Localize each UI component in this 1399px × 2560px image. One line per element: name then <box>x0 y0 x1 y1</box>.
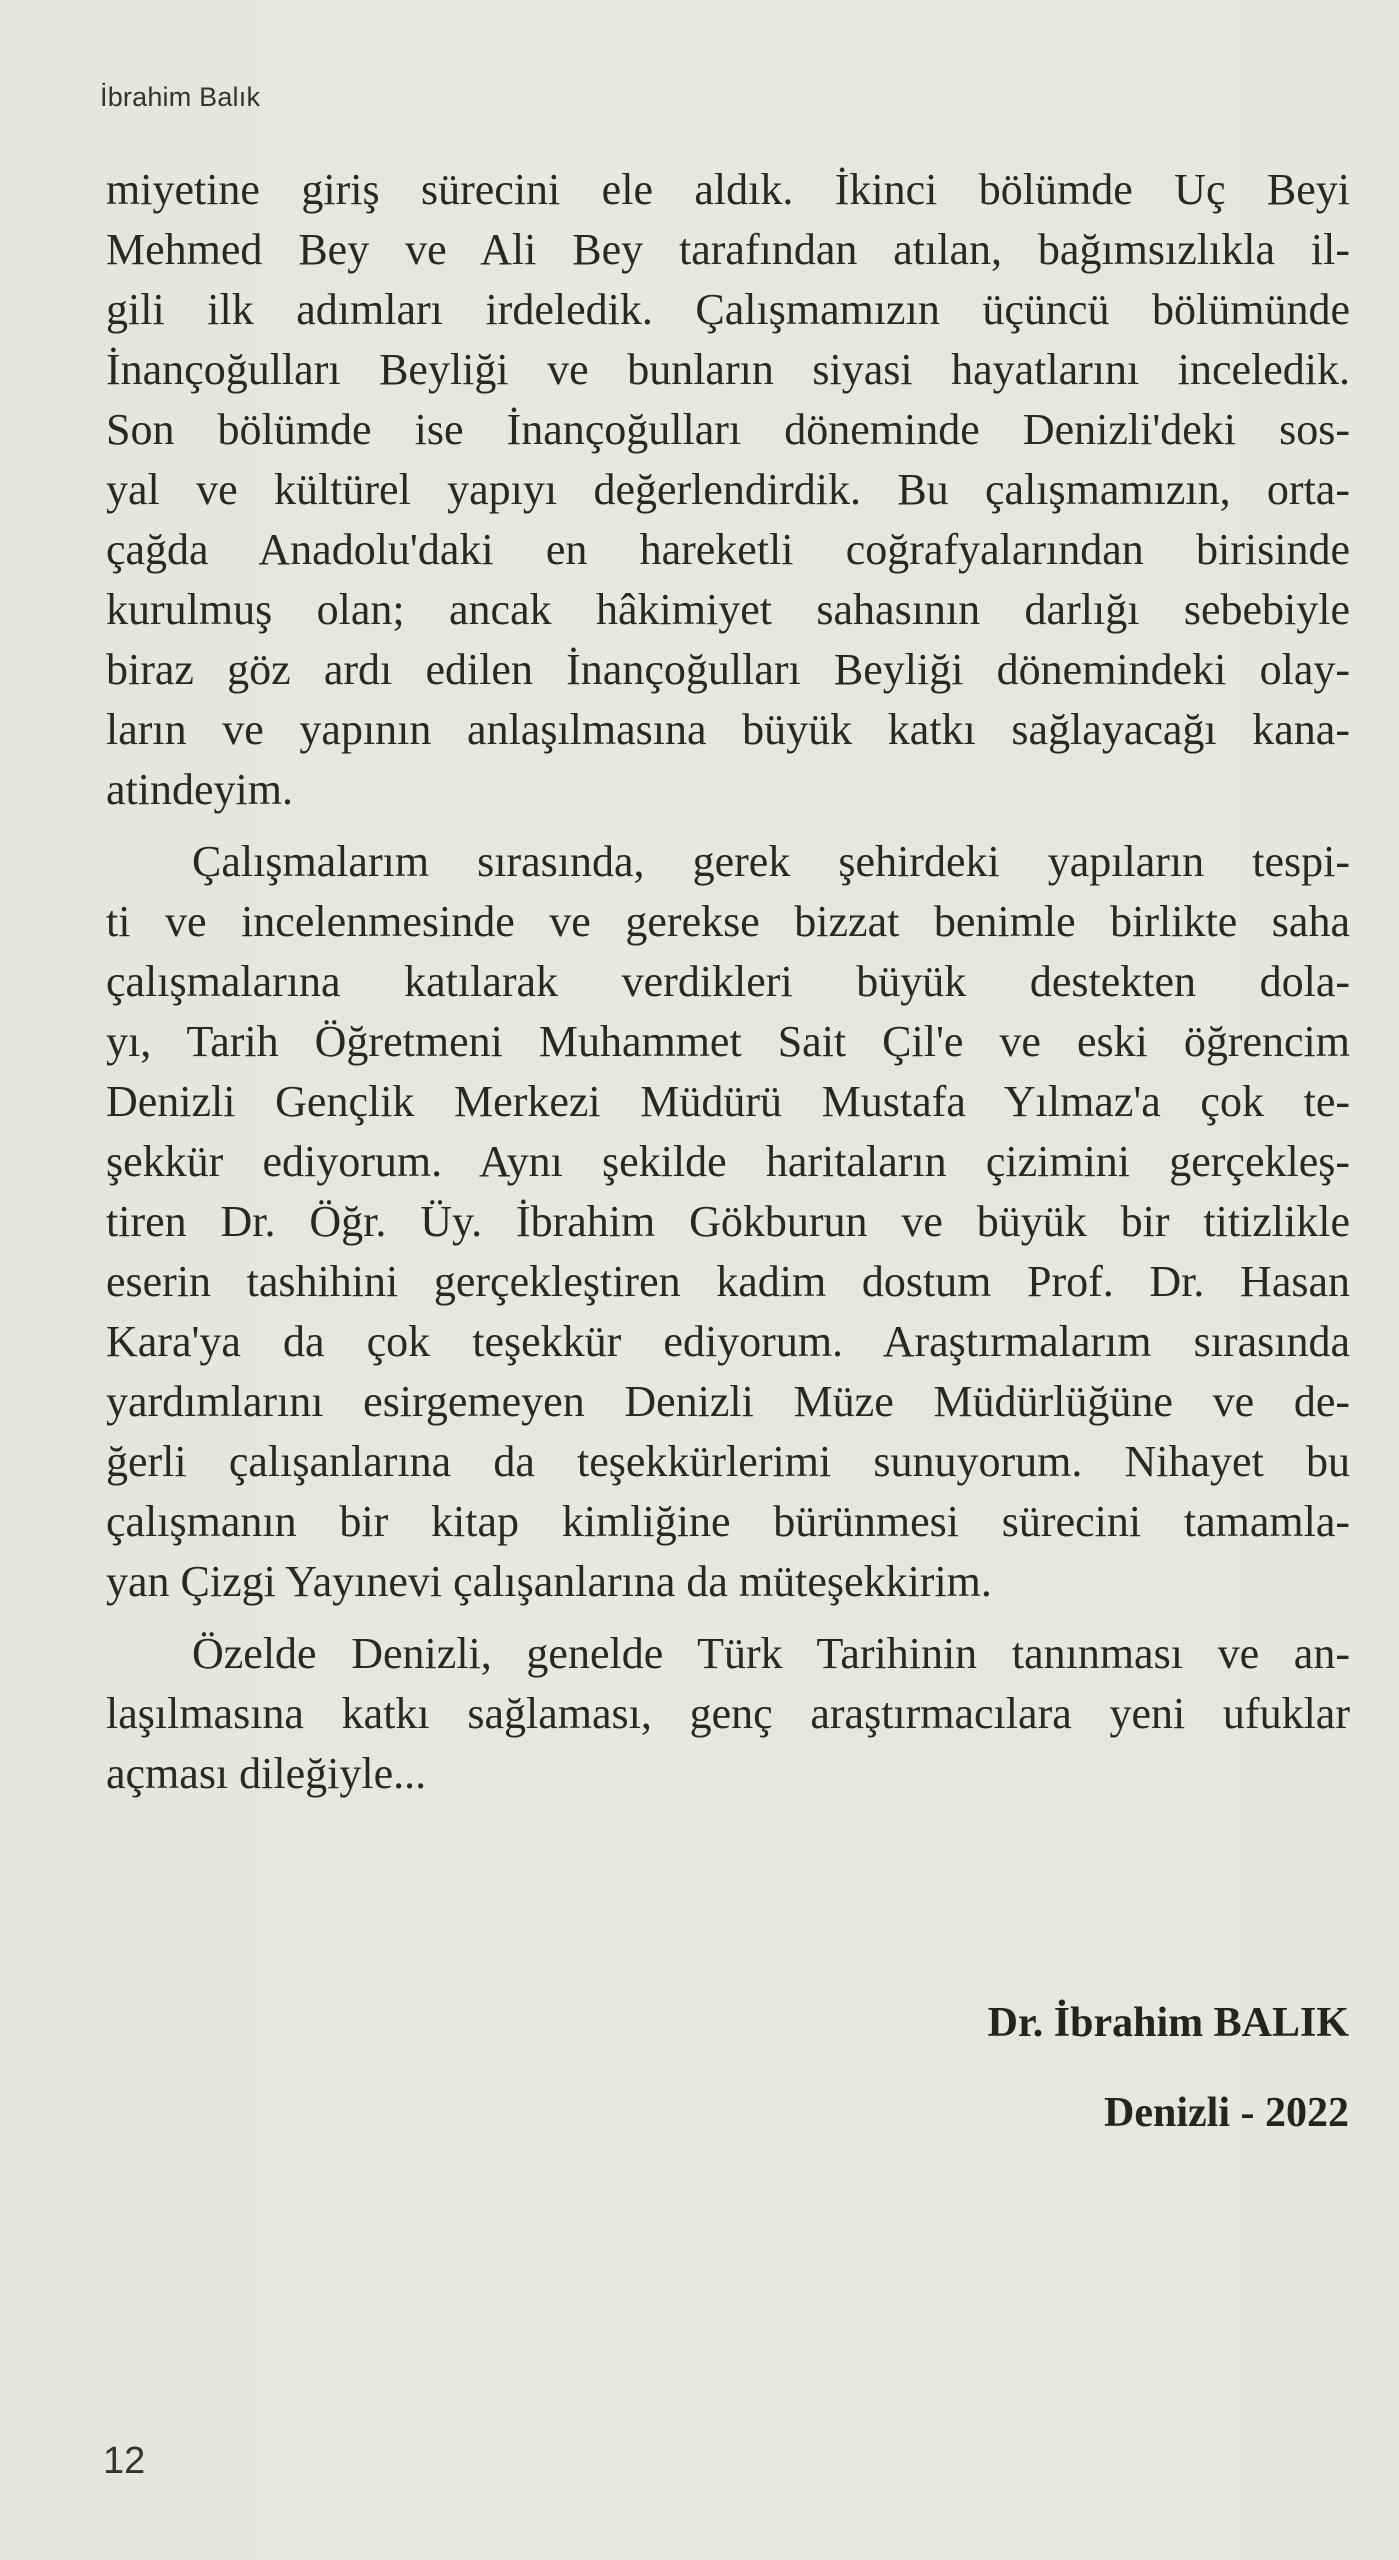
text-line: Çalışmalarım sırasında, gerek şehirdeki yapıların tespi- <box>192 837 1350 886</box>
text-line: gili ilk adımları irdeledik. Çalışmamızın üçüncü bölümünde <box>106 285 1350 334</box>
text-line: çağda Anadolu'daki en hareketli coğrafyalarından birisinde <box>106 525 1350 574</box>
text-line: yı, Tarih Öğretmeni Muhammet Sait Çil'e ve eski öğrencim <box>106 1017 1350 1066</box>
text-line: Mehmed Bey ve Ali Bey tarafından atılan, bağımsızlıkla il- <box>106 225 1350 274</box>
paragraph <box>106 160 1350 820</box>
text-line: atindeyim. <box>106 765 293 814</box>
body-text <box>106 160 1350 1804</box>
text-line: Özelde Denizli, genelde Türk Tarihinin tanınması ve an- <box>192 1629 1350 1678</box>
text-line: açması dileğiyle... <box>106 1749 427 1798</box>
text-line: eserin tashihini gerçekleştiren kadim dostum Prof. Dr. Hasan <box>106 1257 1350 1306</box>
signature-block <box>988 1978 1349 2158</box>
text-line: ların ve yapının anlaşılmasına büyük katkı sağlayacağı kana- <box>106 705 1350 754</box>
text-line: miyetine giriş sürecini ele aldık. İkinci bölümde Uç Beyi <box>106 165 1350 214</box>
text-line: Denizli Gençlik Merkezi Müdürü Mustafa Yılmaz'a çok te- <box>106 1077 1350 1126</box>
text-line: laşılmasına katkı sağlaması, genç araştırmacılara yeni ufuklar <box>106 1689 1350 1738</box>
text-line: yal ve kültürel yapıyı değerlendirdik. Bu çalışmamızın, orta- <box>106 465 1350 514</box>
text-line: ğerli çalışanlarına da teşekkürlerimi sunuyorum. Nihayet bu <box>106 1437 1350 1486</box>
place-date: Denizli - 2022 <box>1104 2090 1349 2136</box>
text-line: tiren Dr. Öğr. Üy. İbrahim Gökburun ve büyük bir titizlikle <box>106 1197 1350 1246</box>
text-line: kurulmuş olan; ancak hâkimiyet sahasının darlığı sebebiyle <box>106 585 1350 634</box>
text-line: biraz göz ardı edilen İnançoğulları Beyliği dönemindeki olay- <box>106 645 1350 694</box>
text-line: şekkür ediyorum. Aynı şekilde haritaların çizimini gerçekleş- <box>106 1137 1350 1186</box>
text-line: çalışmanın bir kitap kimliğine bürünmesi sürecini tamamla- <box>106 1497 1350 1546</box>
text-line: Kara'ya da çok teşekkür ediyorum. Araştırmalarım sırasında <box>106 1317 1350 1366</box>
paragraph <box>106 832 1350 1612</box>
text-line: yardımlarını esirgemeyen Denizli Müze Müdürlüğüne ve de- <box>106 1377 1350 1426</box>
text-line: ti ve incelenmesinde ve gerekse bizzat benimle birlikte saha <box>106 897 1350 946</box>
paragraph <box>106 1624 1350 1804</box>
page-number: 12 <box>103 2440 146 2482</box>
text-line: çalışmalarına katılarak verdikleri büyük destekten dola- <box>106 957 1350 1006</box>
text-line: yan Çizgi Yayınevi çalışanlarına da müteşekkirim. <box>106 1557 992 1606</box>
running-head: İbrahim Balık <box>100 82 261 112</box>
text-line: Son bölümde ise İnançoğulları döneminde Denizli'deki sos- <box>106 405 1350 454</box>
text-line: İnançoğulları Beyliği ve bunların siyasi hayatlarını inceledik. <box>106 345 1350 394</box>
author-name: Dr. İbrahim BALIK <box>987 2000 1349 2046</box>
